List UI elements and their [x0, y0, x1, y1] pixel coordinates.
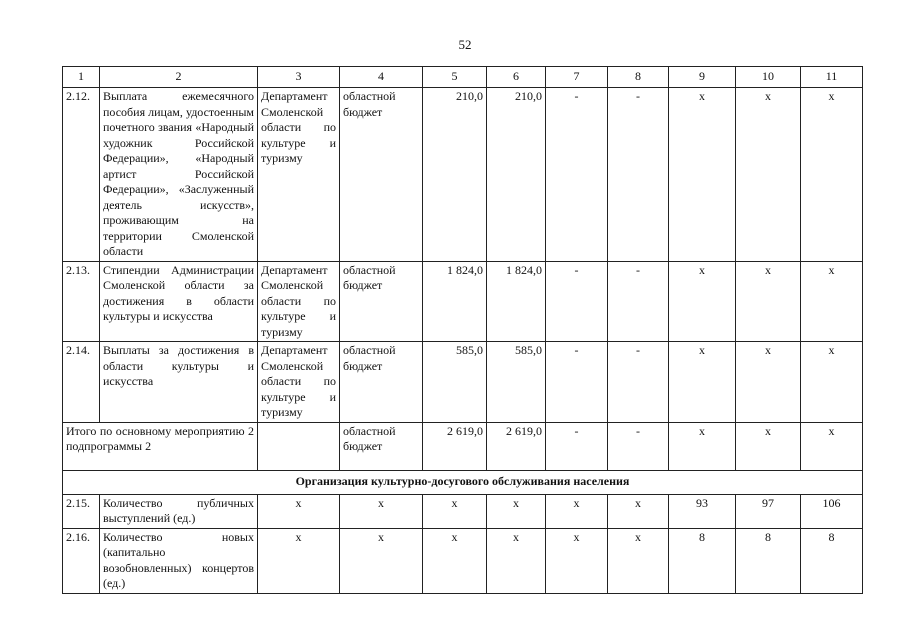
funding-source: областной бюджет	[340, 261, 423, 342]
indicator-name: Количество новых (капитально возобновленных) концертов (ед.)	[100, 528, 258, 593]
value-cell: х	[546, 494, 608, 528]
executor: Департамент Смоленской области по культуре и туризму	[258, 342, 340, 423]
row-number: 2.15.	[63, 494, 100, 528]
value-cell: 2 619,0	[487, 422, 546, 470]
value-cell: х	[801, 342, 863, 423]
table-row	[63, 342, 863, 423]
value-cell: х	[669, 342, 736, 423]
value-cell: х	[340, 528, 423, 593]
value-cell: 585,0	[487, 342, 546, 423]
value-cell: х	[801, 261, 863, 342]
value-cell: -	[608, 342, 669, 423]
row-number: 2.13.	[63, 261, 100, 342]
value-cell: х	[487, 528, 546, 593]
value-cell: -	[608, 261, 669, 342]
page-number: 52	[458, 37, 472, 52]
value-cell: х	[736, 342, 801, 423]
header-row	[63, 67, 863, 88]
value-cell: 106	[801, 494, 863, 528]
total-label: Итого по основному мероприятию 2 подпрограммы 2	[63, 422, 258, 470]
value-cell: х	[487, 494, 546, 528]
value-cell: -	[546, 88, 608, 262]
value-cell: 8	[669, 528, 736, 593]
value-cell: -	[546, 422, 608, 470]
value-cell: х	[258, 528, 340, 593]
header-cell: 4	[340, 67, 423, 88]
value-cell: 8	[801, 528, 863, 593]
value-cell: 585,0	[423, 342, 487, 423]
value-cell: 97	[736, 494, 801, 528]
indicator-name: Количество публичных выступлений (ед.)	[100, 494, 258, 528]
total-row	[63, 422, 863, 470]
value-cell: 2 619,0	[423, 422, 487, 470]
funding-source: областной бюджет	[340, 88, 423, 262]
header-cell: 11	[801, 67, 863, 88]
funding-source: областной бюджет	[340, 422, 423, 470]
value-cell: х	[423, 528, 487, 593]
header-cell: 5	[423, 67, 487, 88]
executor	[258, 422, 340, 470]
row-number: 2.14.	[63, 342, 100, 423]
value-cell: х	[340, 494, 423, 528]
measure-name: Выплаты за достижения в области культуры и искусства	[100, 342, 258, 423]
header-cell: 9	[669, 67, 736, 88]
value-cell: х	[801, 422, 863, 470]
table-row	[63, 88, 863, 262]
row-number: 2.16.	[63, 528, 100, 593]
header-cell: 3	[258, 67, 340, 88]
value-cell: х	[258, 494, 340, 528]
header-cell: 1	[63, 67, 100, 88]
value-cell: х	[801, 88, 863, 262]
header-cell: 7	[546, 67, 608, 88]
section-title: Организация культурно-досугового обслуживания населения	[63, 470, 863, 494]
value-cell: х	[608, 528, 669, 593]
value-cell: 1 824,0	[423, 261, 487, 342]
table-row	[63, 528, 863, 593]
executor: Департамент Смоленской области по культуре и туризму	[258, 88, 340, 262]
value-cell: 210,0	[423, 88, 487, 262]
value-cell: 210,0	[487, 88, 546, 262]
value-cell: -	[546, 342, 608, 423]
value-cell: 8	[736, 528, 801, 593]
row-number: 2.12.	[63, 88, 100, 262]
value-cell: х	[669, 261, 736, 342]
value-cell: -	[546, 261, 608, 342]
value-cell: х	[608, 494, 669, 528]
program-table	[62, 66, 863, 594]
funding-source: областной бюджет	[340, 342, 423, 423]
value-cell: х	[546, 528, 608, 593]
measure-name: Выплата ежемесячного пособия лицам, удостоенным почетного звания «Народный художник Российской Федерации», «Народный артист Российской Федерации», «Заслуженный деятель искусств», проживающим на территории Смоленской области	[100, 88, 258, 262]
table-row	[63, 261, 863, 342]
value-cell: 93	[669, 494, 736, 528]
measure-name: Стипендии Администрации Смоленской области за достижения в области культуры и искусства	[100, 261, 258, 342]
header-cell: 6	[487, 67, 546, 88]
value-cell: х	[736, 422, 801, 470]
value-cell: -	[608, 88, 669, 262]
executor: Департамент Смоленской области по культуре и туризму	[258, 261, 340, 342]
table-row	[63, 494, 863, 528]
section-row	[63, 470, 863, 494]
value-cell: х	[669, 88, 736, 262]
value-cell: х	[423, 494, 487, 528]
header-cell: 10	[736, 67, 801, 88]
header-cell: 8	[608, 67, 669, 88]
value-cell: -	[608, 422, 669, 470]
value-cell: х	[736, 261, 801, 342]
header-cell: 2	[100, 67, 258, 88]
value-cell: 1 824,0	[487, 261, 546, 342]
value-cell: х	[669, 422, 736, 470]
value-cell: х	[736, 88, 801, 262]
